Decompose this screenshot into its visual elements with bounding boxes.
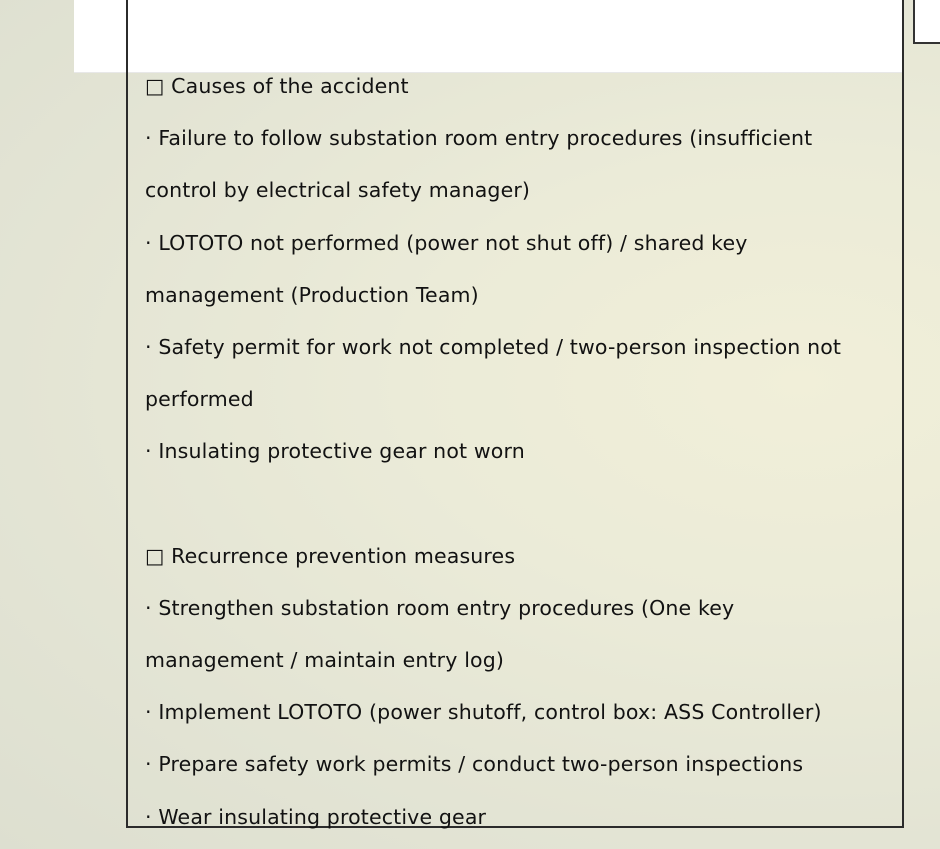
text-content	[145, 60, 895, 843]
causes-line: · LOTOTO not performed (power not shut off) / shared key	[145, 230, 748, 255]
causes-line: management (Production Team)	[145, 282, 479, 307]
section-spacer	[145, 478, 895, 530]
prevention-heading: □ Recurrence prevention measures	[145, 543, 516, 568]
causes-section	[145, 60, 895, 478]
prevention-line: · Wear insulating protective gear	[145, 804, 487, 829]
causes-line: performed	[145, 387, 254, 412]
prevention-line: · Prepare safety work permits / conduct two-person inspections	[145, 752, 804, 777]
corner-box	[913, 0, 940, 44]
prevention-line: · Strengthen substation room entry procedures (One key	[145, 595, 735, 620]
prevention-line: · Implement LOTOTO (power shutoff, control box: ASS Controller)	[145, 700, 822, 725]
causes-line: · Safety permit for work not completed / two-person inspection not	[145, 334, 842, 359]
causes-line: control by electrical safety manager)	[145, 178, 531, 203]
causes-heading: □ Causes of the accident	[145, 74, 409, 98]
prevention-line: management / maintain entry log)	[145, 648, 505, 673]
causes-line: · Insulating protective gear not worn	[145, 439, 525, 464]
causes-line: · Failure to follow substation room entry procedures (insufficient	[145, 126, 813, 151]
prevention-section	[145, 530, 895, 843]
